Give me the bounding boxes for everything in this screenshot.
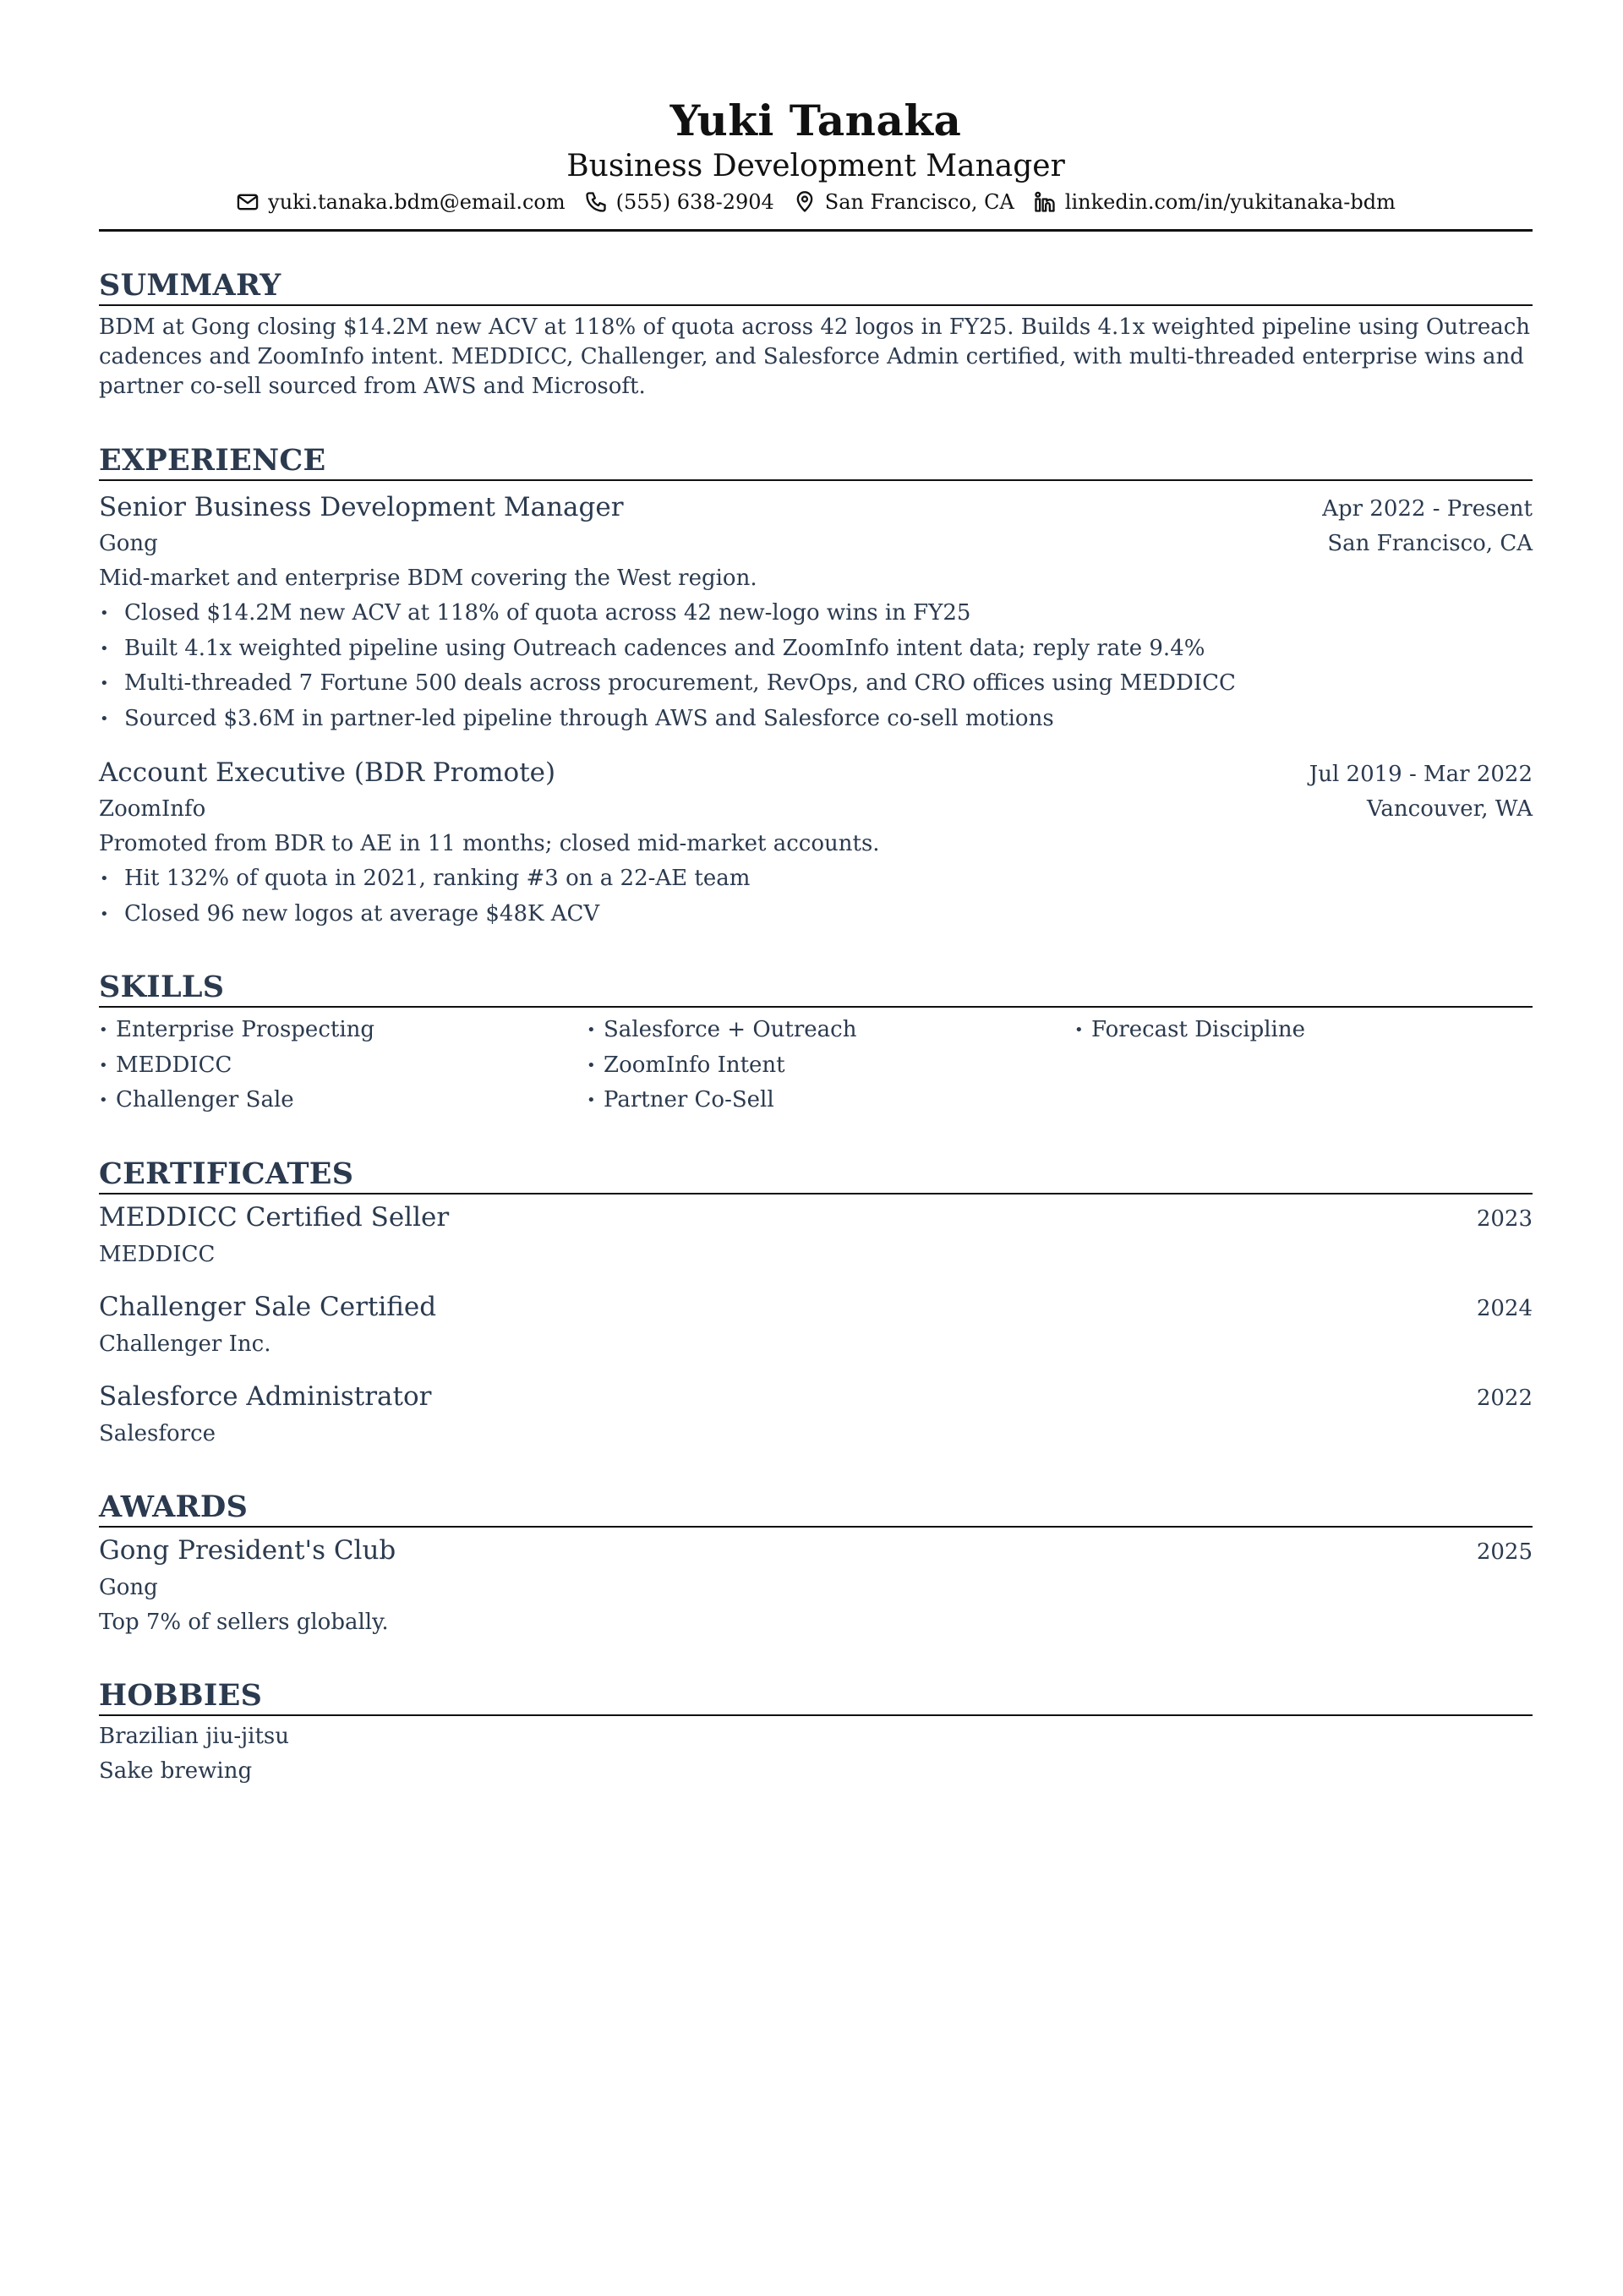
hobbies-list — [99, 1719, 1533, 1790]
hobby-item: Brazilian jiu-jitsu — [99, 1723, 290, 1749]
skill-item: • Challenger Sale — [99, 1083, 587, 1118]
job-company: Gong — [99, 531, 158, 556]
section-heading-summary: SUMMARY — [99, 267, 1533, 306]
section-heading-experience: EXPERIENCE — [99, 442, 1533, 481]
job-location: San Francisco, CA — [1327, 531, 1533, 556]
skills-section — [99, 969, 1533, 1118]
section-heading-hobbies: HOBBIES — [99, 1677, 1533, 1716]
job-title: Senior Business Development Manager — [99, 492, 624, 522]
job-description: Mid-market and enterprise BDM covering the West region. — [99, 566, 757, 591]
contact-phone[interactable] — [584, 188, 774, 216]
skill-item: • MEDDICC — [99, 1048, 587, 1084]
awards-section — [99, 1489, 1533, 1640]
job-company-row — [99, 792, 1533, 827]
envelope-icon — [236, 190, 260, 214]
skill-item: • Partner Co-Sell — [587, 1083, 1074, 1118]
certificates-section — [99, 1156, 1533, 1451]
job-bullet: • Built 4.1x weighted pipeline using Outreach cadences and ZoomInfo intent data; reply rate 9.4% — [99, 631, 1533, 667]
certificate-header-row — [99, 1200, 1533, 1238]
certificate-issuer: Challenger Inc. — [99, 1331, 271, 1357]
certificate-entry — [99, 1379, 1533, 1451]
contact-linkedin[interactable] — [1033, 188, 1396, 216]
resume-header — [99, 0, 1533, 232]
award-name: Gong President's Club — [99, 1534, 396, 1566]
skills-column — [587, 1013, 1074, 1118]
job-description: Promoted from BDR to AE in 11 months; closed mid-market accounts. — [99, 831, 880, 856]
certificate-header-row — [99, 1379, 1533, 1417]
summary-section — [99, 267, 1533, 402]
job-bullet: • Multi-threaded 7 Fortune 500 deals across procurement, RevOps, and CRO offices using MEDDICC — [99, 666, 1533, 702]
contact-location — [793, 188, 1014, 216]
certificate-name: MEDDICC Certified Seller — [99, 1201, 450, 1233]
skill-item: • Enterprise Prospecting — [99, 1013, 587, 1048]
job-location: Vancouver, WA — [1367, 796, 1533, 822]
certificate-entry — [99, 1200, 1533, 1272]
job-bullets — [99, 861, 1533, 932]
job-bullets — [99, 596, 1533, 736]
job-entry — [99, 755, 1533, 932]
hobbies-section — [99, 1677, 1533, 1790]
phone-icon — [584, 190, 608, 214]
job-dates: Jul 2019 - Mar 2022 — [1309, 762, 1533, 787]
section-heading-awards: AWARDS — [99, 1489, 1533, 1528]
certificate-entry — [99, 1289, 1533, 1362]
award-header-row — [99, 1533, 1533, 1571]
job-entry — [99, 489, 1533, 736]
certificate-name: Challenger Sale Certified — [99, 1291, 437, 1322]
summary-text: BDM at Gong closing $14.2M new ACV at 118% of quota across 42 logos in FY25. Builds 4.1x weighted pipeline using Outreach cadences and ZoomInfo intent. MEDDICC, Challenger, and Salesforce Admin certified, with multi-threaded enterprise wins and partner co-sell sourced from AWS and Microsoft. — [99, 314, 1531, 399]
candidate-name: Yuki Tanaka — [669, 96, 962, 145]
experience-section — [99, 442, 1533, 932]
award-entry — [99, 1533, 1533, 1640]
contact-email[interactable] — [236, 188, 565, 216]
job-dates: Apr 2022 - Present — [1322, 496, 1533, 522]
header-divider — [99, 229, 1533, 232]
certificate-year: 2024 — [1476, 1295, 1533, 1321]
contact-location-text: San Francisco, CA — [824, 190, 1014, 214]
location-pin-icon — [793, 190, 817, 214]
skill-item: • ZoomInfo Intent — [587, 1048, 1074, 1084]
award-issuer: Gong — [99, 1574, 158, 1600]
job-bullet: • Closed 96 new logos at average $48K ACV — [99, 897, 1533, 932]
resume-content — [99, 0, 1533, 1790]
job-bullet: • Sourced $3.6M in partner-led pipeline through AWS and Salesforce co-sell motions — [99, 702, 1533, 737]
section-heading-certificates: CERTIFICATES — [99, 1156, 1533, 1194]
linkedin-icon — [1033, 190, 1057, 214]
contact-info — [99, 188, 1533, 216]
certificate-name: Salesforce Administrator — [99, 1380, 432, 1412]
job-header-row — [99, 755, 1533, 792]
skill-item: • Forecast Discipline — [1074, 1013, 1533, 1048]
job-company-row — [99, 527, 1533, 561]
job-title: Account Executive (BDR Promote) — [99, 757, 556, 788]
job-company: ZoomInfo — [99, 796, 206, 822]
certificate-issuer: MEDDICC — [99, 1241, 216, 1267]
contact-email-text: yuki.tanaka.bdm@email.com — [268, 190, 566, 214]
certificate-year: 2023 — [1476, 1205, 1533, 1232]
skills-column — [99, 1013, 587, 1118]
candidate-title: Business Development Manager — [566, 149, 1065, 183]
skill-item: • Salesforce + Outreach — [587, 1013, 1074, 1048]
hobby-item: Sake brewing — [99, 1758, 253, 1784]
job-header-row — [99, 489, 1533, 527]
award-description: Top 7% of sellers globally. — [99, 1609, 389, 1635]
skills-grid — [99, 1013, 1533, 1118]
certificate-header-row — [99, 1289, 1533, 1327]
job-bullet: • Hit 132% of quota in 2021, ranking #3 on a 22-AE team — [99, 861, 1533, 897]
contact-phone-text: (555) 638-2904 — [615, 190, 774, 214]
contact-linkedin-text: linkedin.com/in/yukitanaka-bdm — [1064, 190, 1396, 214]
award-year: 2025 — [1476, 1539, 1533, 1565]
certificate-issuer: Salesforce — [99, 1420, 216, 1446]
job-bullet: • Closed $14.2M new ACV at 118% of quota across 42 new-logo wins in FY25 — [99, 596, 1533, 631]
section-heading-skills: SKILLS — [99, 969, 1533, 1008]
certificate-year: 2022 — [1476, 1385, 1533, 1411]
skills-column — [1074, 1013, 1533, 1118]
